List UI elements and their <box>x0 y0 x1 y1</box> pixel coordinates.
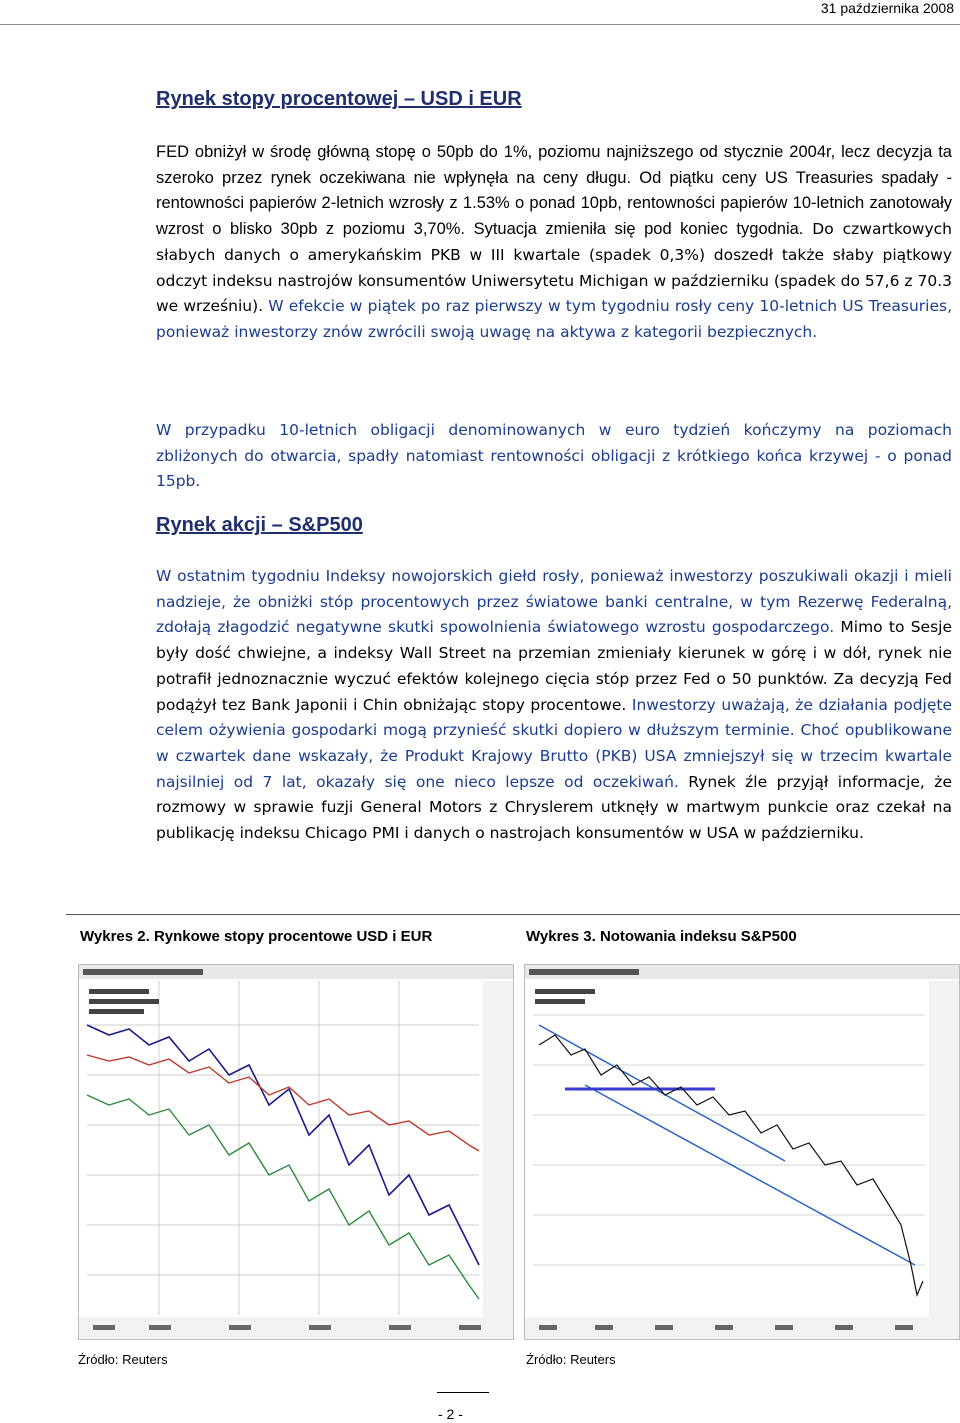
section-divider <box>66 914 960 915</box>
footer-rule <box>437 1392 489 1393</box>
paragraph-text: Rynek źle przyjął informacje, że rozmowy w sprawie fuzji General Motors z Chryslerem utknęły w martwym punkcie oraz czekał na publikację indeksu Chicago PMI i danych o nastrojach konsumentów w USA w październiku. <box>156 772 952 843</box>
section-title-part1: Rynek stopy procentowej <box>156 88 399 110</box>
paragraph-text: Do czwartkowych słabych danych o amerykańskim PKB w III kwartale (spadek 0,3%) doszedł także słaby piątkowy odczyt indeksu nastrojów konsumentów Uniwersytetu Michigan w październiku (spadek do 57,6 z 70.3 we wrześniu). <box>156 220 952 316</box>
section-title-part1: Rynek akcji <box>156 514 267 536</box>
chart-image-sp500 <box>524 964 960 1340</box>
paragraph-text: FED obniżył w środę główną stopę o 50pb do 1%, poziomu najniższego od stycznie 2004r, lecz decyzja ta szeroko przez rynek oczekiwana nie wpłynęła na ceny długu. Od piątku ceny US Treasuries spadały - rentowności papierów 2-letnich wzrosły z 1.53% o ponad 10pb, rentowności papierów 10-letnich zanotowały wzrost o blisko 30pb z poziomu 3,70%. Sytuacja zmieniła się pod koniec tygodnia. <box>156 143 952 239</box>
header-rule <box>0 24 960 25</box>
chart-graphic <box>79 965 513 1339</box>
chart-source-right: Źródło: Reuters <box>526 1352 616 1367</box>
paragraph-text: W ostatnim tygodniu Indeksy nowojorskich giełd rosły, ponieważ inwestorzy poszukiwali okazji i mieli nadzieje, że obniżki stóp procentowych przez światowe banki centralne, w tym Rezerwę Federalną, zdołają złagodzić negatywne skutki spowolnienia światowego wzrostu gospodarczego. <box>156 567 952 637</box>
page-number: - 2 - <box>438 1406 463 1422</box>
chart-image-usd-eur-rates <box>78 964 514 1340</box>
interest-rates-paragraph-2 <box>156 418 952 495</box>
chart-caption-left: Wykres 2. Rynkowe stopy procentowe USD i EUR <box>80 928 433 945</box>
section-title-part2: S&P500 <box>288 514 363 536</box>
section-title-equities <box>156 514 363 537</box>
paragraph-text: Inwestorzy uważają, że działania podjęte celem ożywienia gospodarki mogą przynieść skutki dopiero w dłuższym terminie. Choć opublikowane w czwartek dane wskazały, że Produkt Krajowy Brutto (PKB) USA zmniejszył się w trzecim kwartale najsilniej od 7 lat, okazały się one nieco lepsze od oczekiwań. <box>156 695 952 791</box>
interest-rates-paragraph-1 <box>156 140 952 346</box>
chart-source-left: Źródło: Reuters <box>78 1352 168 1367</box>
chart-graphic <box>525 965 959 1339</box>
chart-caption-right: Wykres 3. Notowania indeksu S&P500 <box>526 928 797 945</box>
section-title-part2: USD i EUR <box>420 88 522 110</box>
section-title-separator: – <box>398 88 421 110</box>
paragraph-text: W efekcie w piątek po raz pierwszy w tym tygodniu rosły ceny 10-letnich US Treasuries, ponieważ inwestorzy znów zwrócili swoją uwagę na aktywa z kategorii bezpiecznych. <box>156 297 952 341</box>
header-date: 31 października 2008 <box>820 0 954 16</box>
section-title-separator: – <box>266 514 289 536</box>
equities-paragraph <box>156 564 952 847</box>
paragraph-text: W przypadku 10-letnich obligacji denominowanych w euro tydzień kończymy na poziomach zbliżonych do otwarcia, spadły natomiast rentowności obligacji z krótkiego końca krzywej - o ponad 15pb. <box>156 421 952 491</box>
section-title-interest-rates <box>156 88 522 111</box>
paragraph-text: Mimo to Sesje były dość chwiejne, a indeksy Wall Street na przemian zmieniały kierunek w górę i w dół, rynek nie potrafił jednoznacznie wyczuć efektów kolejnego cięcia stóp przez Fed o 50 punktów. Za decyzją Fed podążył tez Bank Japonii i Chin obniżając stopy procentowe. <box>156 618 952 714</box>
